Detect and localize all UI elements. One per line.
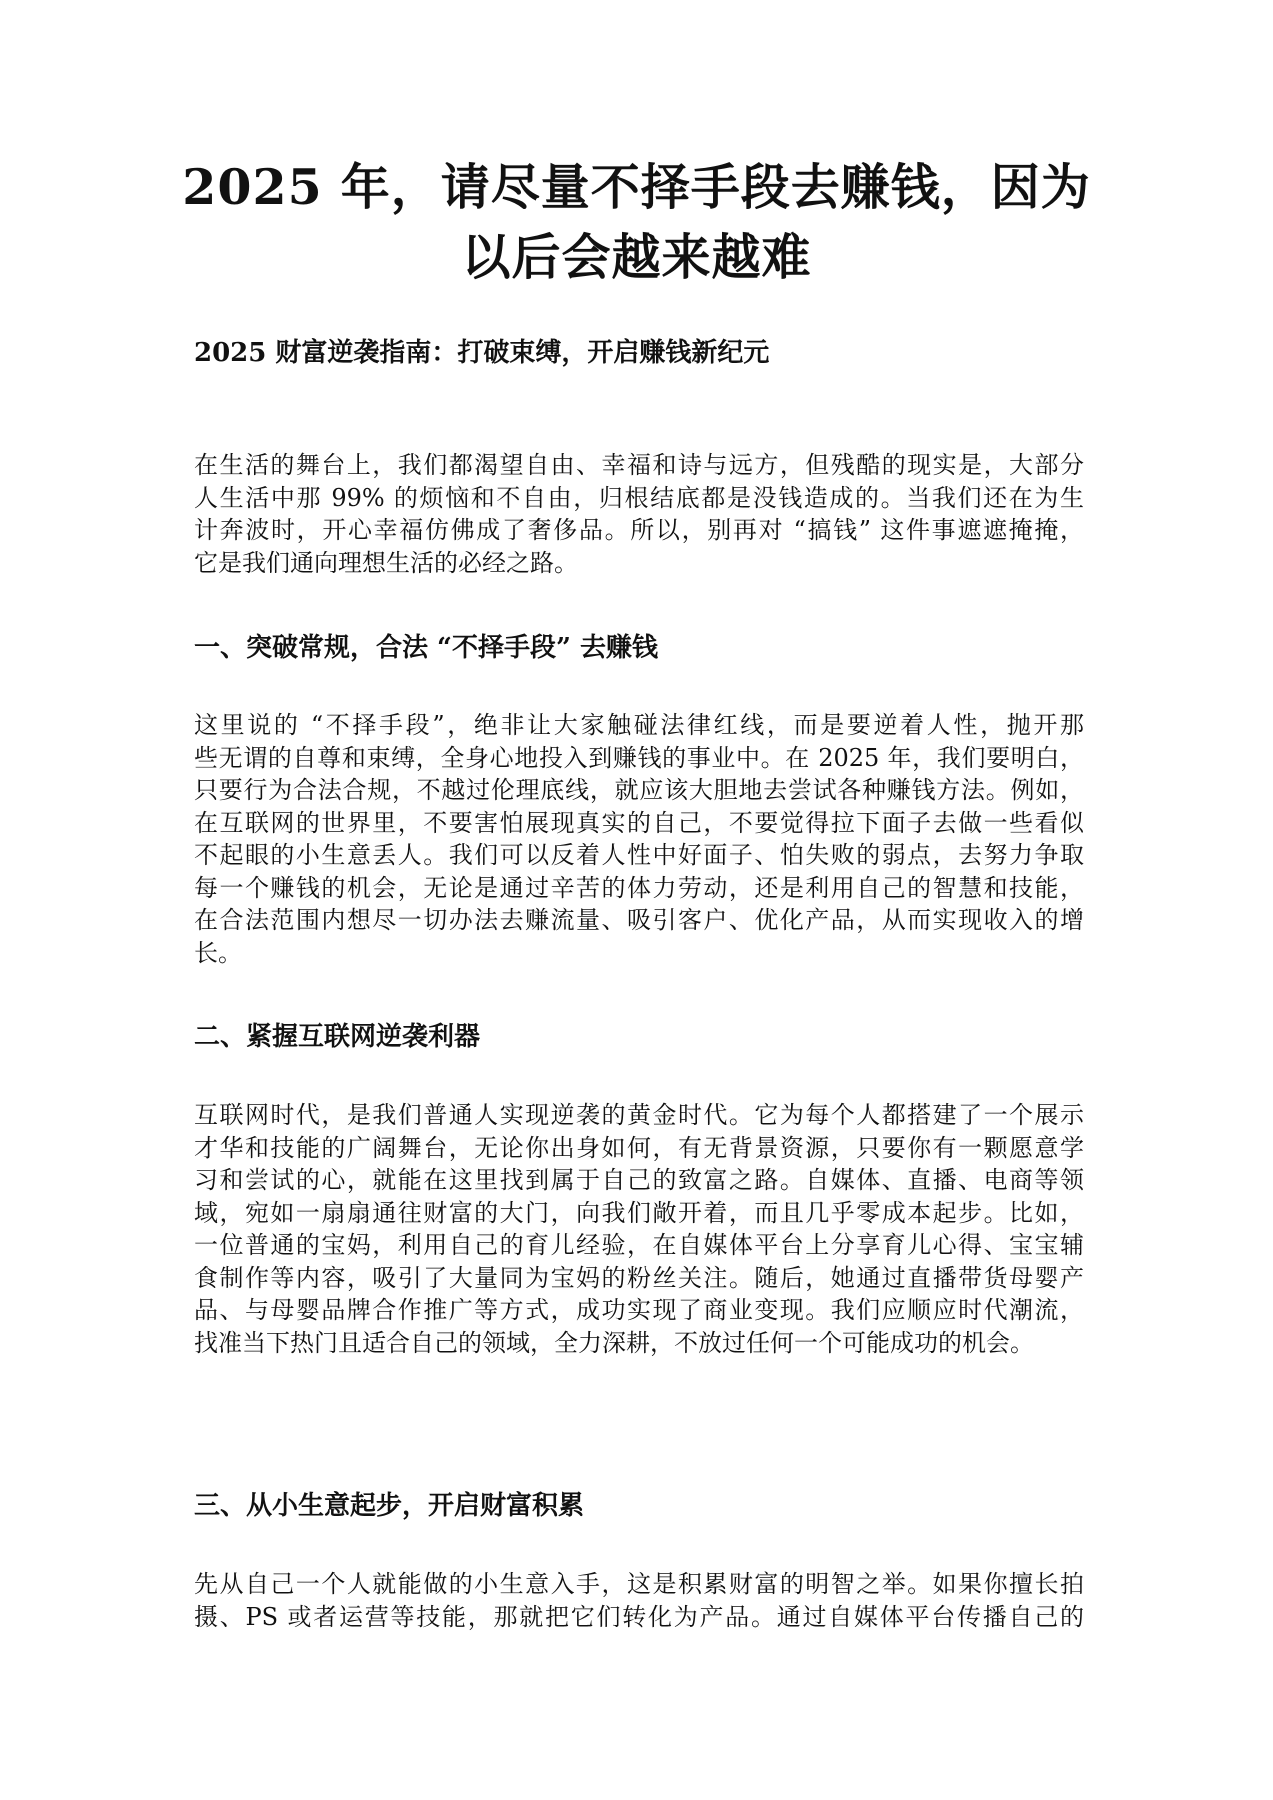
text-line: 才华和技能的广阔舞台，无论你出身如何，有无背景资源，只要你有一颗愿意学	[194, 1133, 1084, 1162]
section-paragraph-1	[194, 709, 1084, 969]
text-line: 品、与母婴品牌合作推广等方式，成功实现了商业变现。我们应顺应时代潮流，	[194, 1296, 1084, 1324]
section-heading-2: 二、紧握互联网逆袭利器	[194, 1022, 481, 1052]
text-line: 先从自己一个人就能做的小生意入手，这是积累财富的明智之举。如果你擅长拍	[194, 1570, 1084, 1598]
text-line: 找准当下热门且适合自己的领域，全力深耕，不放过任何一个可能成功的机会。	[194, 1328, 1034, 1357]
text-line: 只要行为合法合规，不越过伦理底线，就应该大胆地去尝试各种赚钱方法。例如，	[194, 776, 1084, 804]
text-line: 食制作等内容，吸引了大量同为宝妈的粉丝关注。随后，她通过直播带货母婴产	[194, 1263, 1084, 1292]
text-line: 不起眼的小生意丢人。我们可以反着人性中好面子、怕失败的弱点，去努力争取	[194, 841, 1084, 869]
text-line: 在生活的舞台上，我们都渴望自由、幸福和诗与远方，但残酷的现实是，大部分	[194, 451, 1084, 479]
title-line: 以后会越来越难	[461, 228, 812, 286]
text-line: 域，宛如一扇扇通往财富的大门，向我们敞开着，而且几乎零成本起步。比如，	[194, 1198, 1084, 1227]
text-line: 长。	[194, 938, 242, 967]
document-subtitle: 2025 财富逆袭指南：打破束缚，开启赚钱新纪元	[194, 338, 770, 368]
text-line: 这里说的 “不择手段”，绝非让大家触碰法律红线，而是要逆着人性，抛开那	[194, 711, 1084, 739]
text-line: 摄、PS 或者运营等技能，那就把它们转化为产品。通过自媒体平台传播自己的	[194, 1602, 1084, 1631]
document-title	[150, 152, 1123, 292]
section-heading-1: 一、突破常规，合法 “不择手段” 去赚钱	[194, 633, 659, 663]
text-line: 些无谓的自尊和束缚，全身心地投入到赚钱的事业中。在 2025 年，我们要明白，	[194, 743, 1084, 772]
section-heading-3: 三、从小生意起步，开启财富积累	[194, 1491, 585, 1521]
text-line: 计奔波时，开心幸福仿佛成了奢侈品。所以，别再对 “搞钱” 这件事遮遮掩掩，	[194, 516, 1084, 544]
intro-paragraph	[194, 449, 1084, 579]
section-paragraph-3	[194, 1568, 1084, 1633]
text-line: 每一个赚钱的机会，无论是通过辛苦的体力劳动，还是利用自己的智慧和技能，	[194, 873, 1084, 902]
text-line: 一位普通的宝妈，利用自己的育儿经验，在自媒体平台上分享育儿心得、宝宝辅	[194, 1231, 1084, 1259]
text-line: 互联网时代，是我们普通人实现逆袭的黄金时代。它为每个人都搭建了一个展示	[194, 1101, 1084, 1129]
text-line: 在合法范围内想尽一切办法去赚流量、吸引客户、优化产品，从而实现收入的增	[194, 906, 1084, 934]
text-line: 人生活中那 99% 的烦恼和不自由，归根结底都是没钱造成的。当我们还在为生	[194, 483, 1084, 512]
text-line: 习和尝试的心，就能在这里找到属于自己的致富之路。自媒体、直播、电商等领	[194, 1166, 1084, 1194]
title-line: 2025 年，请尽量不择手段去赚钱，因为	[182, 158, 1091, 216]
text-line: 它是我们通向理想生活的必经之路。	[194, 548, 578, 577]
section-paragraph-2	[194, 1099, 1084, 1359]
text-line: 在互联网的世界里，不要害怕展现真实的自己，不要觉得拉下面子去做一些看似	[194, 808, 1084, 837]
